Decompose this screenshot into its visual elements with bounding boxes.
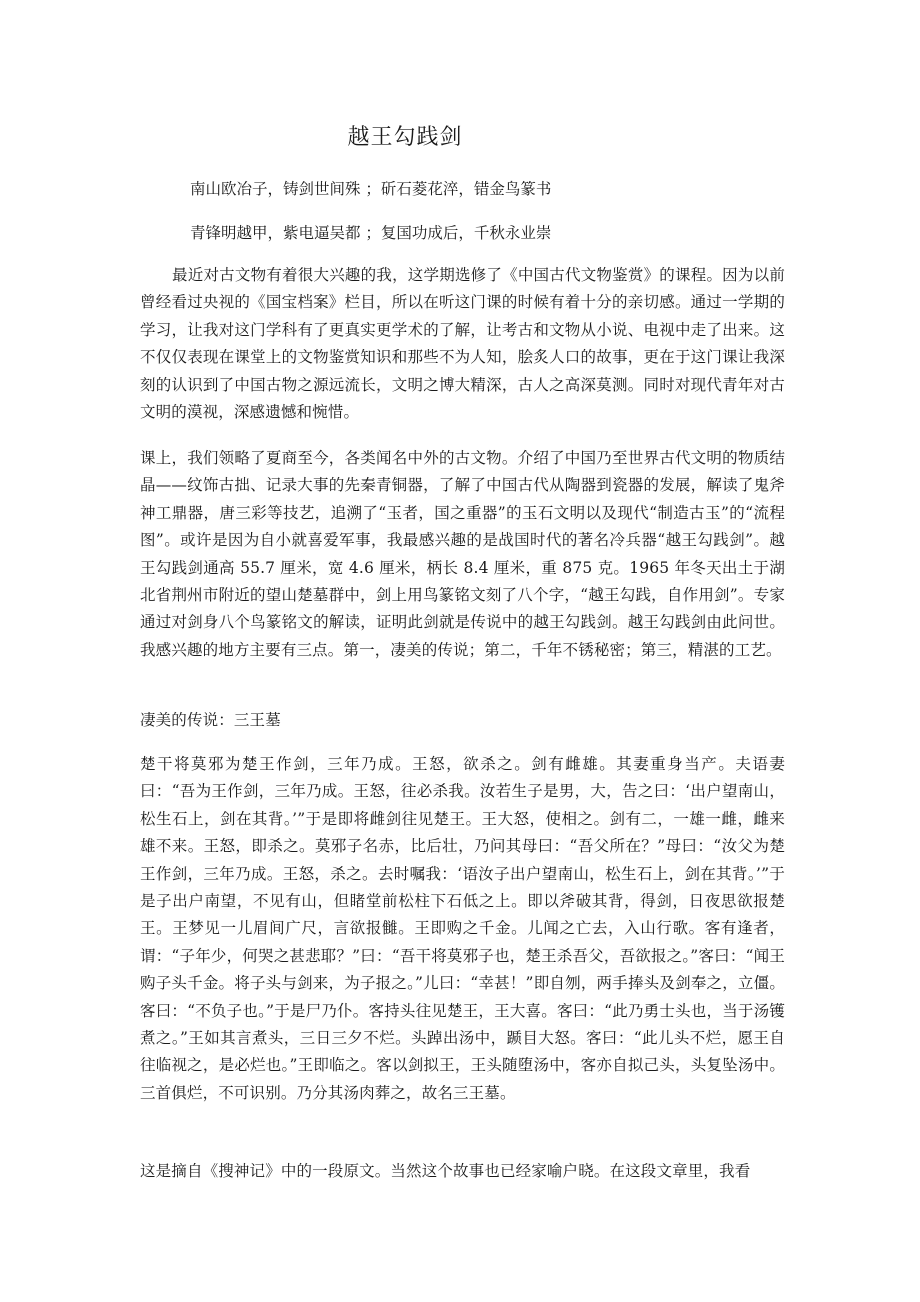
poem-line: 青锋明越甲，紫电逼吴都 ；复国功成后，千秋永业崇	[190, 224, 552, 242]
poem-line: 南山欧冶子，铸剑世间殊 ；斫石菱花淬，错金鸟篆书	[190, 180, 552, 198]
section-heading: 凄美的传说：三王墓	[140, 711, 281, 729]
legend-paragraph: 楚干将莫邪为楚王作剑，三年乃成。王怒，欲杀之。剑有雌雄。其妻重身当产。夫语妻曰：“吾为王作剑，三年乃成。王怒，往必杀我。汝若生子是男，大，告之曰：‘出户望南山，松生石上，剑在其背。’”于是即将雌剑往见楚王。王大怒，使相之。剑有二，一雄一雌，雌来雄不来。王怒，即杀之。莫邪子名赤，比后壮，乃问其母曰：“吾父所在？”母曰：“汝父为楚王作剑，三年乃成。王怒，杀之。去时嘱我：‘语汝子出户望南山，松生石上，剑在其背。’”于是子出户南望，不见有山，但睹堂前松柱下石低之上。即以斧破其背，得剑，日夜思欲报楚王。王梦见一儿眉间广尺，言欲报雠。王即购之千金。儿闻之亡去，入山行歌。客有逢者，谓：“子年少，何哭之甚悲耶？”曰：“吾干将莫邪子也，楚王杀吾父，吾欲报之。”客曰：“闻王购子头千金。将子头与剑来，为子报之。”儿曰：“幸甚！”即自刎，两手捧头及剑奉之，立僵。客曰：“不负子也。”于是尸乃仆。客持头往见楚王，王大喜。客曰：“此乃勇士头也，当于汤镬煮之。”王如其言煮头，三日三夕不烂。头踔出汤中，踬目大怒。客曰：“此儿头不烂，愿王自往临视之，是必烂也。”王即临之。客以剑拟王，王头随堕汤中，客亦自拟己头，头复坠汤中。三首俱烂，不可识别。乃分其汤肉葬之，故名三王墓。	[140, 755, 785, 1102]
document-title: 越王勾践剑	[347, 125, 463, 150]
source-paragraph: 这是摘自《搜神记》中的一段原文。当然这个故事也已经家喻户晓。在这段文章里，我看	[140, 1162, 751, 1180]
intro-paragraph: 最近对古文物有着很大兴趣的我，这学期选修了《中国古代文物鉴赏》的课程。因为以前曾经看过央视的《国宝档案》栏目，所以在听这门课的时候有着十分的亲切感。通过一学期的学习，让我对这门学科有了更真实更学术的了解，让考古和文物从小说、电视中走了出来。这不仅仅表现在课堂上的文物鉴赏知识和那些不为人知，脍炙人口的故事，更在于这门课让我深刻的认识到了中国古物之源远流长，文明之博大精深，古人之高深莫测。同时对现代青年对古文明的漠视，深感遗憾和惋惜。	[140, 266, 785, 422]
course-paragraph: 课上，我们领略了夏商至今，各类闻名中外的古文物。介绍了中国乃至世界古代文明的物质结晶——纹饰古拙、记录大事的先秦青铜器，了解了中国古代从陶器到瓷器的发展，解读了鬼斧神工鼎器，唐三彩等技艺，追溯了“玉者，国之重器”的玉石文明以及现代“制造古玉”的“流程图”。或许是因为自小就喜爱军事，我最感兴趣的是战国时代的著名冷兵器“越王勾践剑”。越王勾践剑通高 55.7 厘米，宽 4.6 厘米，柄长 8.4 厘米，重 875 克。1965 年冬天出土于湖北省荆州市附近的望山楚墓群中，剑上用鸟篆铭文刻了八个字，“越王勾践，自作用剑”。专家通过对剑身八个鸟篆铭文的解读，证明此剑就是传说中的越王勾践剑。越王勾践剑由此问世。我感兴趣的地方主要有三点。第一，凄美的传说；第二，千年不锈秘密；第三，精湛的工艺。	[140, 449, 785, 659]
